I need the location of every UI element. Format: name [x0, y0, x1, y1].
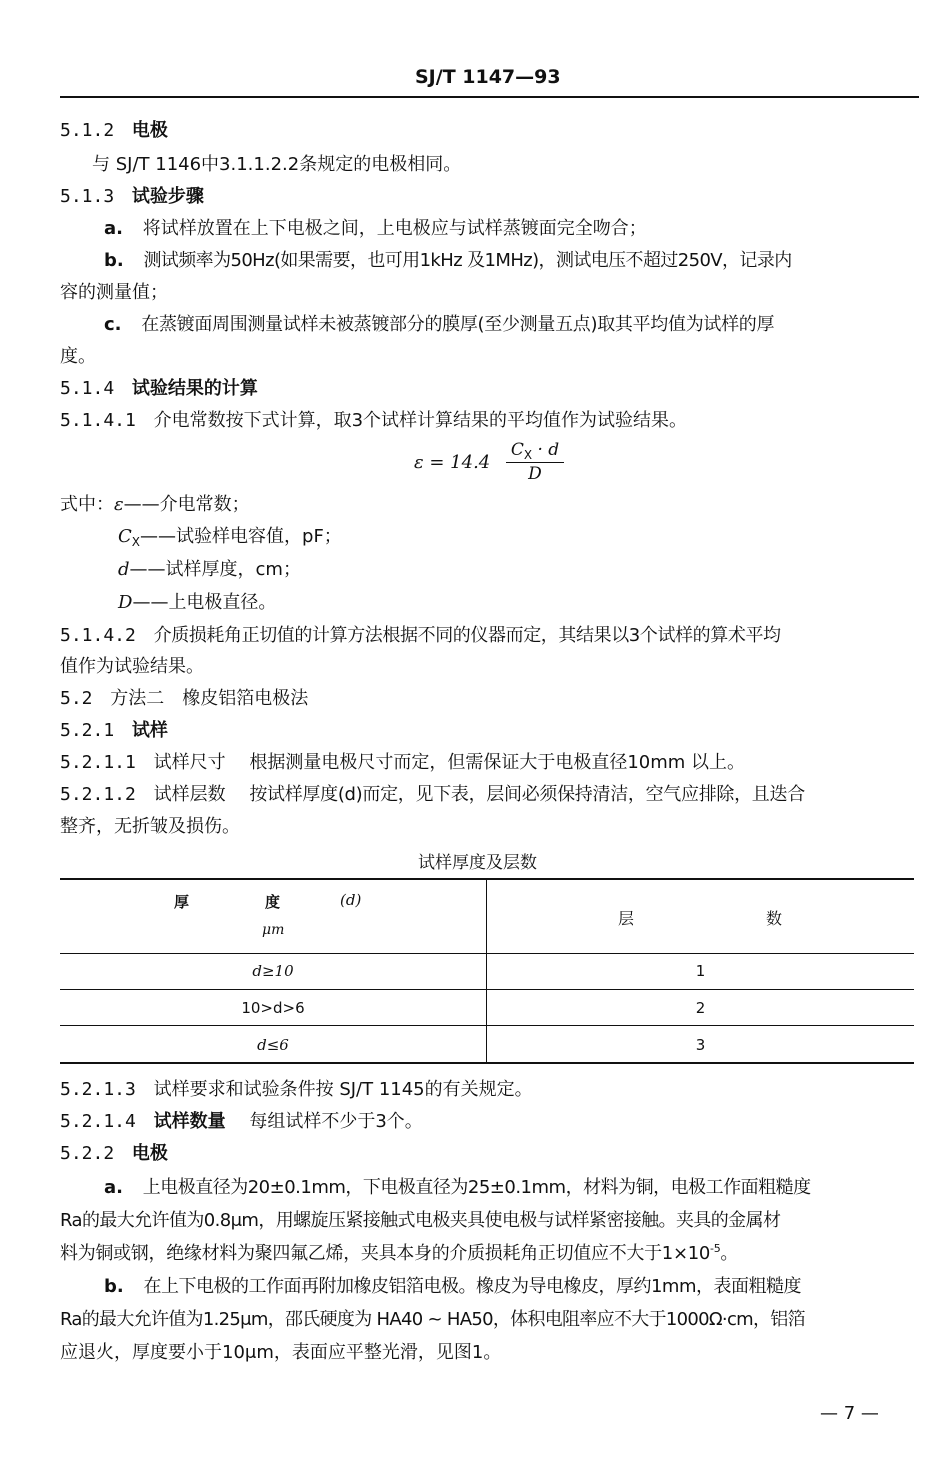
header-rule [60, 96, 919, 98]
table-header-rule [60, 953, 914, 954]
section-title: 试样尺寸 [153, 752, 226, 773]
section-5-1-4 [60, 378, 258, 400]
section-5-1-2 [60, 120, 168, 142]
section-number: 5.1.3 [60, 186, 115, 207]
table-cell-thickness: d≥10 [252, 962, 294, 980]
page-number: — 7 — [820, 1403, 879, 1424]
section-text: 每组试样不少于3个。 [249, 1111, 423, 1132]
legend-symbol: D [118, 592, 133, 613]
paragraph-continuation: 值作为试验结果。 [60, 656, 204, 677]
section-text: 介电常数按下式计算，取3个试样计算结果的平均值作为试验结果。 [153, 410, 688, 431]
table-cell-layers: 1 [695, 962, 706, 980]
header-thick-char: 厚 [174, 893, 190, 911]
paragraph-continuation: 度。 [60, 346, 96, 367]
header-degree-char: 度 [265, 893, 281, 911]
table-cell-thickness: d≤6 [257, 1036, 289, 1054]
formula-denominator: D [528, 464, 542, 484]
paragraph-continuation: Ra的最大允许值为0.8μm，用螺旋压紧接触式电极夹具使电极与试样紧密接触。夹具的金属材 [60, 1210, 781, 1231]
paragraph: 与 SJ/T 1146中3.1.1.2.2条规定的电极相同。 [92, 154, 462, 175]
item-text: 上电极直径为20±0.1mm，下电极直径为25±0.1mm，材料为铜，电极工作面粗糙度 [142, 1177, 811, 1198]
legend-desc: ——试验样电容值，pF； [140, 526, 342, 547]
legend-desc: ——试样厚度，cm； [129, 559, 301, 580]
list-item-a [104, 1177, 811, 1199]
table-cell-layers: 3 [695, 1036, 706, 1054]
table-cell-thickness: 10>d>6 [241, 999, 305, 1017]
header-count-char: 数 [766, 909, 783, 928]
section-text: 根据测量电极尺寸而定，但需保证大于电极直径10mm 以上。 [249, 752, 746, 773]
section-number: 5.2 [60, 688, 93, 709]
section-number: 5.2.1.4 [60, 1111, 136, 1132]
section-number: 5.1.4.2 [60, 625, 136, 646]
section-5-2-1-2 [60, 784, 805, 806]
table-bottom-rule [60, 1062, 914, 1064]
subscript-x: X [523, 448, 533, 462]
paragraph-continuation: 容的测量值； [60, 282, 168, 303]
item-label: c. [104, 314, 122, 335]
section-text: 介质损耗角正切值的计算方法根据不同的仪器而定，其结果以3个试样的算术平均 [153, 625, 781, 646]
symbol-c: C [510, 440, 524, 460]
paragraph-continuation: 整齐，无折皱及损伤。 [60, 816, 240, 837]
table-row-rule [60, 989, 914, 990]
section-5-1-4-1 [60, 410, 687, 432]
legend-item [118, 592, 276, 614]
section-title: 试样 [131, 720, 168, 741]
line-end: 。 [720, 1243, 739, 1264]
legend-lead [60, 494, 250, 516]
header-unit: μm [262, 922, 285, 938]
section-title: 试验步骤 [131, 186, 204, 207]
section-number: 5.1.4.1 [60, 410, 136, 431]
section-title: 试样层数 [153, 784, 226, 805]
legend-desc: ——上电极直径。 [132, 592, 277, 613]
item-label: a. [104, 218, 123, 239]
section-text: 按试样厚度(d)而定，见下表，层间必须保持清洁，空气应排除，且迭合 [249, 784, 805, 805]
section-5-2 [60, 688, 308, 710]
legend-symbol: ε [114, 494, 124, 515]
item-label: b. [104, 1276, 124, 1297]
section-title: 方法二 橡皮铝箔电极法 [110, 688, 309, 709]
section-5-2-1 [60, 720, 168, 742]
section-title: 试验结果的计算 [131, 378, 258, 399]
section-5-2-2 [60, 1143, 168, 1165]
section-number: 5.2.1.2 [60, 784, 136, 805]
section-number: 5.2.1.1 [60, 752, 136, 773]
paragraph-continuation: 应退火，厚度要小于10μm，表面应平整光滑，见图1。 [60, 1342, 502, 1363]
item-text: 在上下电极的工作面再附加橡皮铝箔电极。橡皮为导电橡皮，厚约1mm，表面粗糙度 [143, 1276, 801, 1297]
item-text: 测试频率为50Hz(如果需要，也可用1kHz 及1MHz)，测试电压不超过250V，记录内 [143, 250, 792, 271]
section-5-1-3 [60, 186, 204, 208]
section-number: 5.2.1.3 [60, 1079, 136, 1100]
list-item-c [104, 314, 774, 336]
section-5-2-1-1 [60, 752, 745, 774]
list-item-b [104, 250, 792, 272]
item-text: 在蒸镀面周围测量试样未被蒸镀部分的膜厚(至少测量五点)取其平均值为试样的厚 [141, 314, 775, 335]
list-item-b [104, 1276, 801, 1298]
section-number: 5.1.2 [60, 120, 115, 141]
header-symbol: (d) [340, 891, 362, 909]
symbol-d: · d [532, 440, 560, 460]
table-top-rule [60, 878, 914, 880]
legend-item [118, 559, 301, 581]
section-5-1-4-2 [60, 625, 781, 647]
paragraph-continuation: Ra的最大允许值为1.25μm，邵氏硬度为 HA40 ~ HA50，体积电阻率应不大于1000Ω·cm，铝箔 [60, 1309, 805, 1330]
formula-numerator [504, 440, 566, 461]
legend-item [118, 526, 342, 549]
formula-lhs: ε = 14.4 [414, 452, 491, 473]
section-title: 电极 [131, 1143, 168, 1164]
section-5-2-1-4 [60, 1111, 423, 1133]
legend-symbol: C [118, 526, 132, 547]
item-label: b. [104, 250, 124, 271]
section-5-2-1-3 [60, 1079, 533, 1101]
section-text: 试样要求和试验条件按 SJ/T 1145的有关规定。 [153, 1079, 533, 1100]
paragraph-continuation [60, 1243, 738, 1267]
item-label: a. [104, 1177, 123, 1198]
section-number: 5.1.4 [60, 378, 115, 399]
formula [414, 440, 594, 484]
list-item-a [104, 218, 647, 240]
section-number: 5.2.2 [60, 1143, 115, 1164]
section-number: 5.2.1 [60, 720, 115, 741]
section-title: 试样数量 [153, 1111, 226, 1132]
legend-symbol: d [118, 559, 130, 580]
legend-desc: ——介电常数； [123, 494, 250, 515]
legend-subscript: X [131, 535, 141, 549]
exponent: -5 [710, 1242, 721, 1255]
header-layers-char: 层 [618, 909, 635, 928]
item-text: 将试样放置在上下电极之间，上电极应与试样蒸镀面完全吻合； [142, 218, 647, 239]
table-cell-layers: 2 [695, 999, 706, 1017]
table-caption: 试样厚度及层数 [418, 853, 537, 873]
line-text: 料为铜或钢，绝缘材料为聚四氟乙烯，夹具本身的介质损耗角正切值应不大于1×10 [60, 1243, 711, 1264]
formula-fraction [504, 440, 566, 484]
section-title: 电极 [131, 120, 168, 141]
fraction-bar [506, 462, 564, 463]
standard-code-header: SJ/T 1147—93 [415, 66, 561, 88]
legend-lead-text: 式中： [60, 494, 114, 515]
table-row-rule [60, 1025, 914, 1026]
